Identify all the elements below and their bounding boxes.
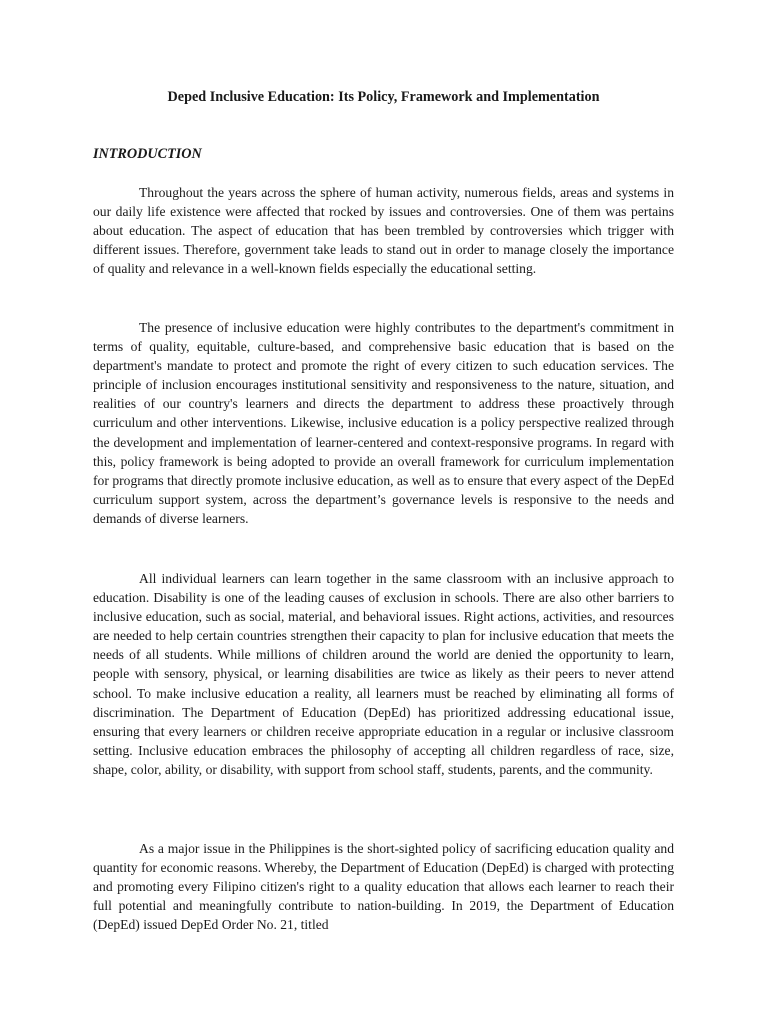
- paragraph-2: The presence of inclusive education were highly contributes to the department's commitment in terms of quality, equitable, culture-based, and comprehensive basic education that is based on the department's mandate to protect and promote the right of every citizen to such education services. The principle of inclusion encourages institutional sensitivity and responsiveness to the nature, situation, and realities of our country's learners and directs the department to address these proactively through curriculum and other interventions. Likewise, inclusive education is a policy perspective realized through the development and implementation of learner-centered and context-responsive programs. In regard with this, policy framework is being adopted to provide an overall framework for curriculum implementation for programs that directly promote inclusive education, as well as to ensure that every aspect of the DepEd curriculum support system, across the department’s governance levels is responsive to the needs and demands of diverse learners.: [93, 320, 674, 526]
- paragraph-3: All individual learners can learn together in the same classroom with an inclusive approach to education. Disability is one of the leading causes of exclusion in schools. There are also other barriers to inclusive education, such as social, material, and behavioral issues. Right actions, activities, and resources are needed to help certain countries strengthen their capacity to plan for inclusive education that meets the needs of all students. While millions of children around the world are denied the opportunity to learn, people with sensory, physical, or learning disabilities are twice as likely as their peers to never attend school. To make inclusive education a reality, all learners must be reached by eliminating all forms of discrimination. The Department of Education (DepEd) has prioritized addressing educational issue, ensuring that every learners or children receive appropriate education in a regular or inclusive classroom setting. Inclusive education embraces the philosophy of accepting all children regardless of race, size, shape, color, ability, or disability, with support from school staff, students, parents, and the community.: [93, 571, 674, 777]
- document-title: Deped Inclusive Education: Its Policy, Framework and Implementation: [167, 89, 600, 105]
- paragraph-4: As a major issue in the Philippines is the short-sighted policy of sacrificing education quality and quantity for economic reasons. Whereby, the Department of Education (DepEd) is charged with protecting and promoting every Filipino citizen's right to a quality education that allows each learner to reach their full potential and meaningfully contribute to nation-building. In 2019, the Department of Education (DepEd) issued DepEd Order No. 21, titled: [93, 841, 674, 933]
- document-page: [93, 0, 674, 1024]
- section-heading-introduction: INTRODUCTION: [93, 146, 202, 162]
- paragraph-1: Throughout the years across the sphere of human activity, numerous fields, areas and systems in our daily life existence were affected that rocked by issues and controversies. One of them was pertains about education. The aspect of education that has been trembled by controversies which trigger with different issues. Therefore, government take leads to stand out in order to manage closely the importance of quality and relevance in a well-known fields especially the educational setting.: [93, 185, 674, 277]
